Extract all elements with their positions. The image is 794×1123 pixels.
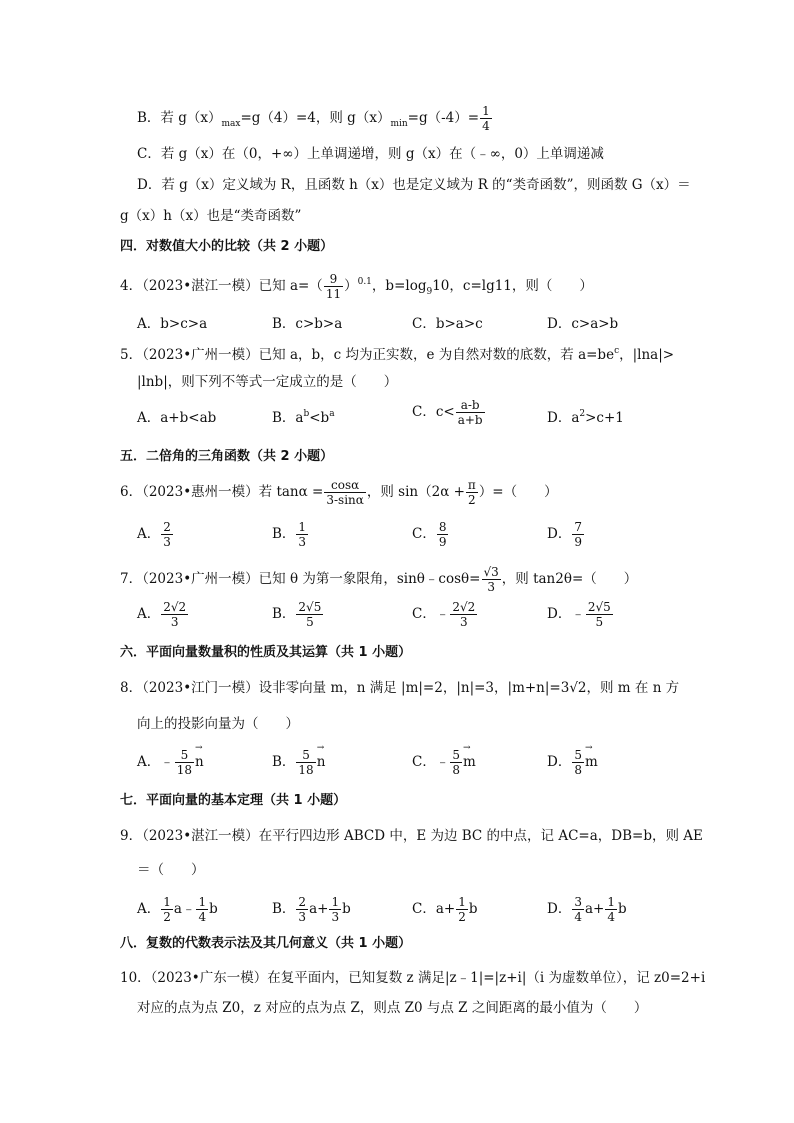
- q3-option-b: B．若 $g(x)_{max}=g(4)=4$，则 $g(x)_{min}=g(-4)=$ $\frac{1}{4}$: [137, 104, 490, 133]
- q3-option-d-line1: D．若 g（x）定义域为 R，且函数 h（x）也是定义域为 R 的“类奇函数”，则函数 G（x）＝: [137, 177, 691, 193]
- question-7-stem: 7．（2023•广州一模）已知 θ 为第一象限角，sinθ﹣cosθ= $\frac{√3}{3}$ ，则 tan2θ=（ ）: [120, 565, 638, 594]
- question-4-option-b[interactable]: B．c>b>a: [272, 316, 343, 332]
- question-4-option-a[interactable]: A．b>c>a: [137, 316, 208, 332]
- section-heading-5: 五．二倍角的三角函数（共 2 小题）: [120, 449, 334, 464]
- question-5-option-b[interactable]: B．$a^b<b^a$: [272, 409, 335, 426]
- question-7-option-b[interactable]: B． $\frac{2√5}{5}$: [272, 600, 322, 629]
- question-10-line1: 10．（2023•广东一模）在复平面内，已知复数 z 满足|z﹣1|=|z+i|（i 为虚数单位），记 z0=2+i: [120, 970, 706, 986]
- question-6-option-b[interactable]: B． $\frac{1}{3}$: [272, 520, 307, 549]
- question-6-stem: 6．（2023•惠州一模）若 tanα = $\frac{\cos\alpha}{3-\sin\alpha}$ ，则 sin（2α + $\frac{\pi}{2}$ ）=（ ）: [120, 478, 558, 507]
- question-8-option-b[interactable]: B． $\frac{5}{18}$ → n: [272, 748, 325, 777]
- question-6-option-a[interactable]: A． $\frac{2}{3}$: [137, 520, 171, 549]
- question-7-option-d[interactable]: D．﹣ $\frac{2√5}{5}$: [547, 600, 611, 629]
- q3-option-d-line2: g（x）h（x）也是“类奇函数”: [120, 208, 302, 224]
- question-5-option-d[interactable]: D．$a^2>c+1$: [547, 409, 624, 426]
- question-4-option-c[interactable]: C．b>a>c: [412, 316, 483, 332]
- question-4-option-d[interactable]: D．c>a>b: [547, 316, 619, 332]
- question-7-option-a[interactable]: A． $\frac{2√2}{3}$: [137, 600, 187, 629]
- question-9-option-d[interactable]: D． $\frac{3}{4}$ a+ $\frac{1}{4}$ b: [547, 895, 627, 924]
- question-5-line2: |lnb|，则下列不等式一定成立的是（ ）: [137, 374, 398, 390]
- q3-option-c: C．若 g（x）在（0，+∞）上单调递增，则 g（x）在（﹣∞，0）上单调递减: [137, 146, 604, 162]
- question-7-option-c[interactable]: C．﹣ $\frac{2√2}{3}$: [412, 600, 476, 629]
- section-heading-4: 四．对数值大小的比较（共 2 小题）: [120, 239, 334, 254]
- question-9-line1: 9．（2023•湛江一模）在平行四边形 ABCD 中，E 为边 BC 的中点，记 AC=a，DB=b，则 AE: [120, 828, 703, 844]
- section-heading-6: 六．平面向量数量积的性质及其运算（共 1 小题）: [120, 645, 412, 660]
- question-8-option-d[interactable]: D． $\frac{5}{8}$ → m: [547, 748, 598, 777]
- section-heading-8: 八．复数的代数表示法及其几何意义（共 1 小题）: [120, 936, 412, 951]
- question-9-option-a[interactable]: A． $\frac{1}{2}$ a﹣ $\frac{1}{4}$ b: [137, 895, 218, 924]
- question-9-option-b[interactable]: B． $\frac{2}{3}$ a+ $\frac{1}{3}$ b: [272, 895, 351, 924]
- question-10-line2: 对应的点为点 Z0，z 对应的点为点 Z，则点 Z0 与点 Z 之间距离的最小值为（ ）: [137, 1000, 648, 1016]
- question-8-option-c[interactable]: C．﹣ $\frac{5}{8}$ → m: [412, 748, 476, 777]
- question-5-option-c[interactable]: C．c< $\frac{a-b}{a+b}$: [412, 398, 483, 427]
- question-9-option-c[interactable]: C．a+ $\frac{1}{2}$ b: [412, 895, 478, 924]
- question-9-line2: ＝（ ）: [137, 862, 205, 878]
- question-6-option-c[interactable]: C． $\frac{8}{9}$: [412, 520, 447, 549]
- question-8-option-a[interactable]: A．﹣ $\frac{5}{18}$ → n: [137, 748, 204, 777]
- question-8-line1: 8．（2023•江门一模）设非零向量 m，n 满足 |m|=2，|n|=3，|m+n|=3√2，则 m 在 n 方: [120, 680, 680, 696]
- question-8-line2: 向上的投影向量为（ ）: [137, 716, 299, 732]
- question-6-option-d[interactable]: D． $\frac{7}{9}$: [547, 520, 582, 549]
- section-heading-7: 七．平面向量的基本定理（共 1 小题）: [120, 793, 347, 808]
- question-4-stem: 4．（2023•湛江一模）已知 a=（ $\frac{9}{11}$ ）$^{0.1}$，$b=\log_910$，c=lg11，则（ ）: [120, 272, 593, 301]
- question-5-line1: 5．（2023•广州一模）已知 a，b，c 均为正实数，e 为自然对数的底数，若 $a=be^c$，|lna|>: [120, 346, 675, 363]
- question-5-option-a[interactable]: A．a+b<ab: [137, 410, 217, 426]
